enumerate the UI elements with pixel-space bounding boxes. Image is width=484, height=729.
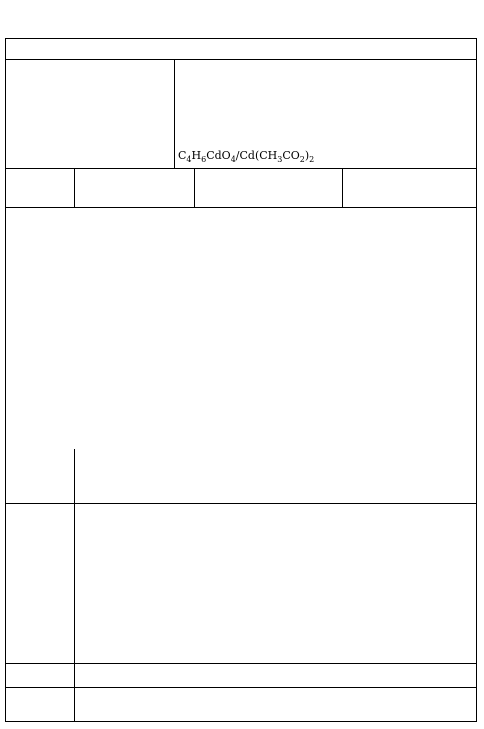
- table-header: [6, 169, 476, 208]
- storage-category: [6, 688, 74, 721]
- header-type: [6, 169, 74, 207]
- spill-row: [6, 449, 476, 504]
- identifier-block: [6, 60, 476, 169]
- emergency-row: [6, 664, 476, 688]
- packaging-row: [6, 504, 476, 664]
- spill-category: [6, 449, 74, 503]
- spill-text: [75, 449, 476, 503]
- header-first-aid: [343, 169, 476, 207]
- chemical-formula: $C_4H_6CdO_4/Cd(CH_3CO_2)_2$: [178, 149, 315, 165]
- name-row: [6, 39, 476, 60]
- safety-card: [5, 38, 477, 722]
- header-hazard: [75, 169, 194, 207]
- emergency-category: [6, 664, 74, 687]
- packaging-category: [6, 504, 74, 663]
- header-prevention: [195, 169, 342, 207]
- packaging-content: [75, 504, 476, 663]
- storage-text: [75, 688, 476, 721]
- storage-row: [6, 688, 476, 721]
